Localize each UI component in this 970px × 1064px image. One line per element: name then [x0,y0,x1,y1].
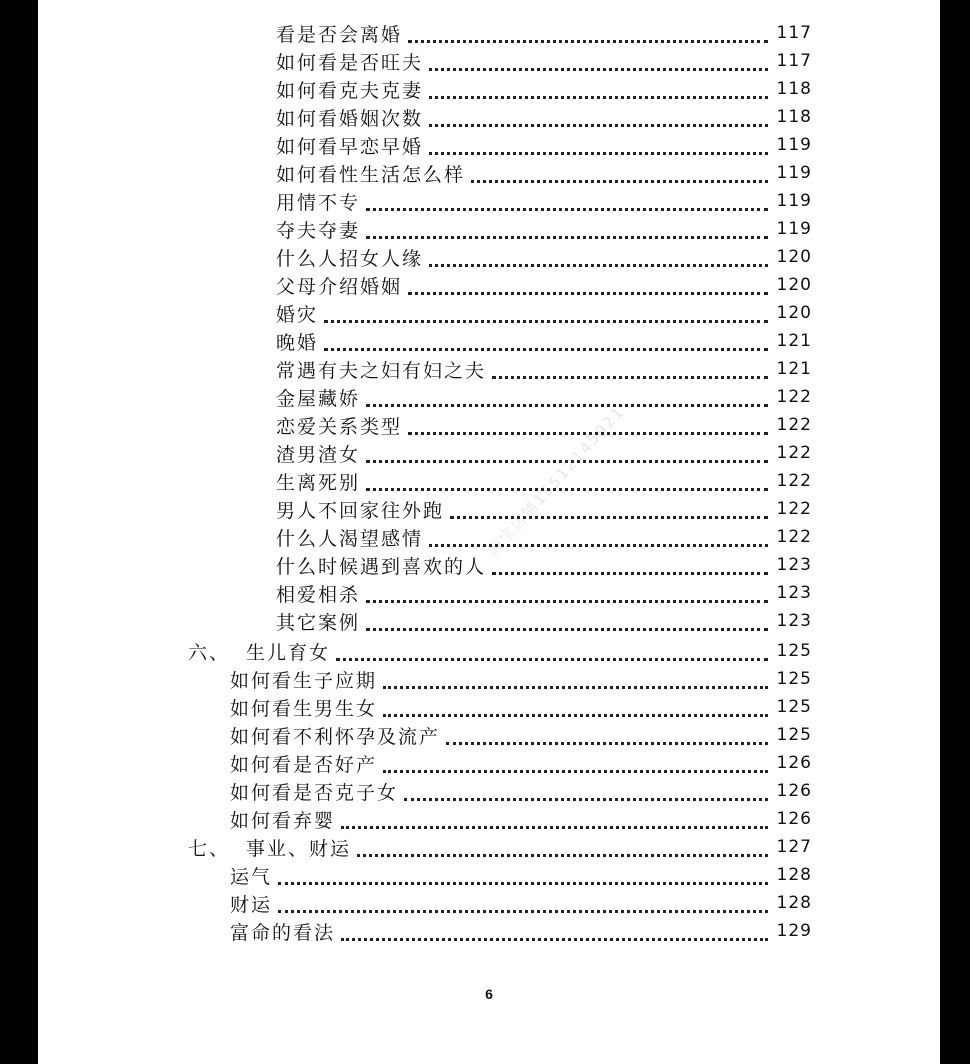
dot-leader [404,770,768,801]
toc-entry-title: 运气 [230,865,273,888]
dot-leader [324,320,768,351]
toc-entry-page: 121 [776,331,812,351]
dot-leader [341,798,768,829]
toc-entry[interactable] [230,917,812,945]
toc-entry-title: 什么时候遇到喜欢的人 [276,555,487,578]
toc-entry-title: 婚灾 [276,303,319,326]
dot-leader [429,40,768,71]
toc-entry-title: 如何看性生活怎么样 [276,163,466,186]
toc-entry-page: 119 [776,135,812,155]
toc-entry-page: 120 [776,275,812,295]
toc-entry-title: 晚婚 [276,331,319,354]
toc-entry-title: 事业、财运 [246,837,352,860]
toc-entry-title: 夺夫夺妻 [276,219,361,242]
toc-entry-title: 财运 [230,893,273,916]
toc-entry-title: 如何看婚姻次数 [276,107,424,130]
toc-entry-title: 如何看生男生女 [230,697,378,720]
toc-entry-title: 如何看生子应期 [230,669,378,692]
toc-entry-title: 什么人招女人缘 [276,247,424,270]
toc-entry-page: 123 [776,611,812,631]
dot-leader [383,742,768,773]
toc-entry-page: 127 [776,837,812,857]
toc-entry-page: 125 [776,641,812,661]
dot-leader [336,630,768,661]
toc-entry-page: 119 [776,163,812,183]
toc-entry-title: 看是否会离婚 [276,23,403,46]
toc-entry-title: 如何看是否好产 [230,753,378,776]
dot-leader [366,208,768,239]
dot-leader [366,572,768,603]
watermark: 淘宝店铺15512145921 [483,402,628,560]
dot-leader [357,826,768,857]
toc-entry-title: 如何看是否克子女 [230,781,399,804]
toc-entry-page: 126 [776,781,812,801]
toc-entry-title: 什么人渴望感情 [276,527,424,550]
toc-entry-page: 125 [776,725,812,745]
dot-leader [429,236,768,267]
toc-entry-title: 如何看弃婴 [230,809,336,832]
page-number: 6 [485,986,493,1002]
toc-entry-page: 123 [776,583,812,603]
toc-entry-page: 121 [776,359,812,379]
dot-leader [383,686,768,717]
dot-leader [341,910,768,941]
toc-entry-title: 金屋藏娇 [276,387,361,410]
toc-entry-page: 126 [776,753,812,773]
toc-entry-page: 122 [776,387,812,407]
toc-entry-title: 男人不回家往外跑 [276,499,445,522]
toc-entry-title: 渣男渣女 [276,443,361,466]
dot-leader [408,12,768,43]
toc-entry-title: 相爱相杀 [276,583,361,606]
toc-entry-page: 125 [776,697,812,717]
toc-entry-page: 125 [776,669,812,689]
toc-entry-page: 118 [776,79,812,99]
table-of-contents [38,0,940,1064]
toc-entry-page: 117 [776,51,812,71]
toc-entry-page: 129 [776,921,812,941]
toc-entry-page: 123 [776,555,812,575]
dot-leader [471,152,768,183]
toc-entry-page: 120 [776,247,812,267]
toc-entry-page: 119 [776,191,812,211]
dot-leader [450,488,768,519]
dot-leader [446,714,768,745]
dot-leader [278,854,768,885]
document-page [38,0,940,1064]
dot-leader [492,544,768,575]
toc-entry-page: 122 [776,471,812,491]
dot-leader [366,180,768,211]
toc-entry-title: 恋爱关系类型 [276,415,403,438]
toc-entry-title: 常遇有夫之妇有妇之夫 [276,359,487,382]
toc-entry-title: 如何看克夫克妻 [276,79,424,102]
dot-leader [366,600,768,631]
toc-entry-page: 119 [776,219,812,239]
toc-entry-page: 122 [776,499,812,519]
toc-chapter-number: 六、 [188,641,231,664]
dot-leader [429,68,768,99]
toc-entry-page: 117 [776,23,812,43]
toc-entry-title: 如何看不利怀孕及流产 [230,725,441,748]
toc-entry-page: 122 [776,527,812,547]
toc-entry-title: 其它案例 [276,611,361,634]
dot-leader [383,658,768,689]
dot-leader [429,516,768,547]
dot-leader [492,348,768,379]
dot-leader [278,882,768,913]
dot-leader [366,376,768,407]
dot-leader [429,124,768,155]
toc-chapter-number: 七、 [188,837,231,860]
toc-entry-title: 父母介绍婚姻 [276,275,403,298]
toc-entry-page: 120 [776,303,812,323]
toc-entry-page: 128 [776,865,812,885]
dot-leader [324,292,768,323]
toc-entry-title: 生离死别 [276,471,361,494]
toc-entry-page: 128 [776,893,812,913]
toc-entry-page: 118 [776,107,812,127]
toc-entry-title: 富命的看法 [230,921,336,944]
dot-leader [408,264,768,295]
toc-entry-title: 如何看早恋早婚 [276,135,424,158]
toc-entry-title: 生儿育女 [246,641,331,664]
dot-leader [429,96,768,127]
toc-entry-title: 用情不专 [276,191,361,214]
toc-entry-title: 如何看是否旺夫 [276,51,424,74]
toc-entry-page: 126 [776,809,812,829]
toc-entry-page: 122 [776,415,812,435]
toc-entry-page: 122 [776,443,812,463]
